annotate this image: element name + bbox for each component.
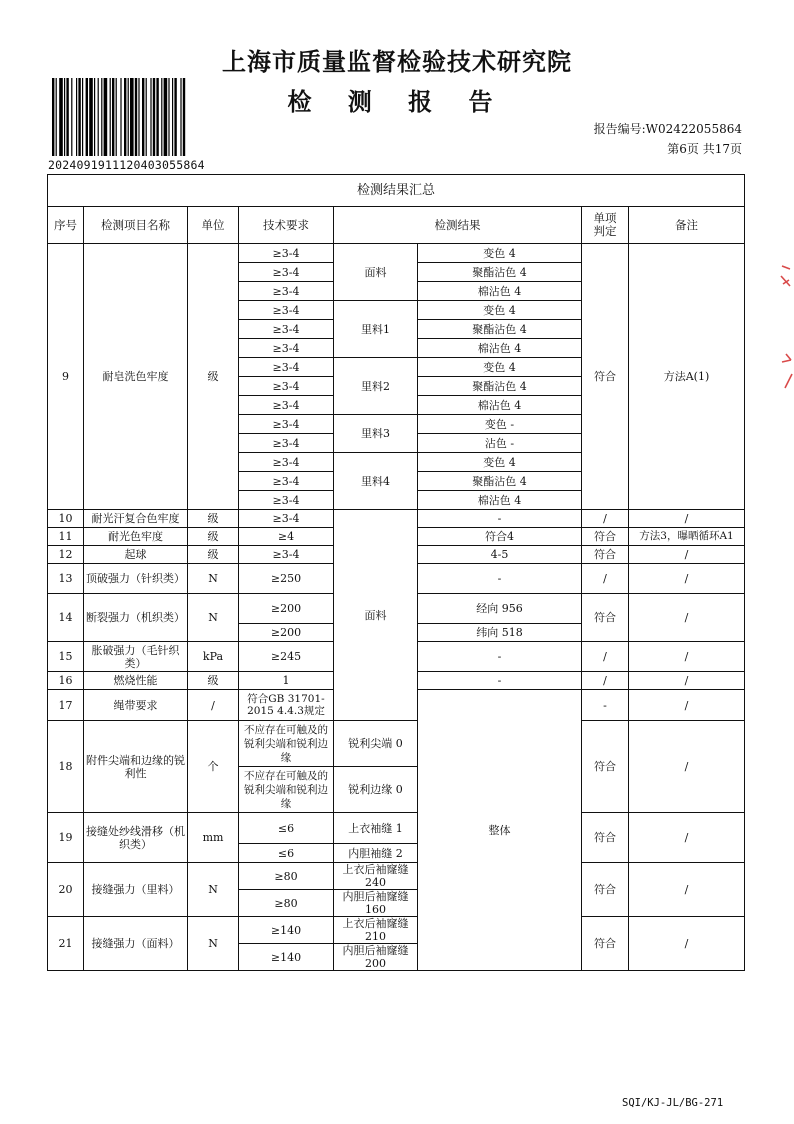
row-unit: N — [188, 564, 239, 594]
row-remark: / — [629, 672, 745, 690]
row-judgement: 符合 — [582, 917, 629, 971]
header-unit: 单位 — [188, 207, 239, 244]
row-no: 19 — [48, 813, 84, 863]
institute-name: 上海市质量监督检验技术研究院 — [222, 48, 572, 76]
row-result: 沾色 - — [418, 434, 582, 453]
row-item: 断裂强力（机织类） — [84, 594, 188, 642]
row-result: 上衣后袖窿缝 240 — [334, 863, 418, 890]
row-result: 聚酯沾色 4 — [418, 263, 582, 282]
barcode-number: 2024091911120403055864 — [48, 158, 205, 172]
row-req: ≥80 — [239, 863, 334, 890]
row-result: 变色 - — [418, 415, 582, 434]
row-item: 接缝强力（里料） — [84, 863, 188, 917]
row-no: 11 — [48, 528, 84, 546]
row-item: 接缝强力（面料） — [84, 917, 188, 971]
page-indicator: 第6页 共17页 — [667, 142, 742, 156]
row-remark: / — [629, 813, 745, 863]
header-remark: 备注 — [629, 207, 745, 244]
row-unit: 级 — [188, 510, 239, 528]
header-result: 检测结果 — [334, 207, 582, 244]
table-row — [48, 721, 745, 767]
row-req: ≤6 — [239, 844, 334, 863]
row-unit: / — [188, 690, 239, 721]
row-req: ≥80 — [239, 890, 334, 917]
row-part: 里料2 — [334, 358, 418, 415]
row-remark: 方法A(1) — [629, 244, 745, 510]
row-remark: / — [629, 546, 745, 564]
row-req: ≥3-4 — [239, 339, 334, 358]
row-part: 面料 — [334, 510, 418, 721]
row-part: 里料3 — [334, 415, 418, 453]
row-judgement: 符合 — [582, 813, 629, 863]
row-req: ≥3-4 — [239, 472, 334, 491]
row-judgement: 符合 — [582, 244, 629, 510]
row-unit: mm — [188, 813, 239, 863]
row-req: ≥3-4 — [239, 301, 334, 320]
row-result: 内胆后袖窿缝 200 — [334, 944, 418, 971]
row-remark: / — [629, 642, 745, 672]
row-no: 18 — [48, 721, 84, 813]
table-row — [48, 813, 745, 844]
row-item: 起球 — [84, 546, 188, 564]
row-part: 里料1 — [334, 301, 418, 358]
table-row — [48, 510, 745, 528]
row-unit: N — [188, 863, 239, 917]
row-remark: / — [629, 917, 745, 971]
report-title: 检 测 报 告 — [287, 88, 507, 116]
row-req: ≥3-4 — [239, 263, 334, 282]
row-req: ≥200 — [239, 594, 334, 624]
row-result: 变色 4 — [418, 301, 582, 320]
row-result: 经向 956 — [418, 594, 582, 624]
row-no: 21 — [48, 917, 84, 971]
row-remark: / — [629, 564, 745, 594]
row-req: ≥3-4 — [239, 510, 334, 528]
row-result: 聚酯沾色 4 — [418, 377, 582, 396]
header-judgement: 单项 判定 — [582, 207, 629, 244]
row-result: 变色 4 — [418, 358, 582, 377]
row-unit: N — [188, 594, 239, 642]
row-req: 不应存在可触及的锐利尖端和锐利边缘 — [239, 721, 334, 767]
row-req: ≥3-4 — [239, 358, 334, 377]
header-row — [48, 207, 745, 244]
row-no: 20 — [48, 863, 84, 917]
row-result: 聚酯沾色 4 — [418, 472, 582, 491]
table-caption: 检测结果汇总 — [48, 175, 745, 207]
row-no: 13 — [48, 564, 84, 594]
row-item: 燃烧性能 — [84, 672, 188, 690]
row-unit: kPa — [188, 642, 239, 672]
row-item: 顶破强力（针织类） — [84, 564, 188, 594]
row-judgement: 符合 — [582, 863, 629, 917]
header-item: 检测项目名称 — [84, 207, 188, 244]
row-req: ≥3-4 — [239, 320, 334, 339]
row-req: ≥140 — [239, 917, 334, 944]
row-result: 变色 4 — [418, 244, 582, 263]
row-item: 接缝处纱线滑移（机织类） — [84, 813, 188, 863]
row-result: 锐利尖端 0 — [334, 721, 418, 767]
barcode — [52, 78, 224, 156]
row-req: ≥3-4 — [239, 453, 334, 472]
row-judgement: 符合 — [582, 546, 629, 564]
row-req: ≥3-4 — [239, 491, 334, 510]
report-number: 报告编号:W02422055864 — [593, 122, 742, 136]
row-req: ≥3-4 — [239, 282, 334, 301]
row-no: 16 — [48, 672, 84, 690]
row-req: ≥140 — [239, 944, 334, 971]
row-result: - — [418, 642, 582, 672]
row-req: ≤6 — [239, 813, 334, 844]
row-result: - — [418, 564, 582, 594]
row-req: ≥245 — [239, 642, 334, 672]
row-req: ≥3-4 — [239, 434, 334, 453]
row-result: 纬向 518 — [418, 624, 582, 642]
row-req: ≥3-4 — [239, 244, 334, 263]
row-req: ≥200 — [239, 624, 334, 642]
row-judgement: / — [582, 510, 629, 528]
row-item: 耐光汗复合色牢度 — [84, 510, 188, 528]
row-judgement: / — [629, 690, 745, 721]
row-result: 棉沾色 4 — [418, 491, 582, 510]
row-result: 聚酯沾色 4 — [418, 320, 582, 339]
row-result: 符合4 — [418, 528, 582, 546]
row-req: ≥250 — [239, 564, 334, 594]
table-row — [48, 244, 745, 263]
row-req: ≥3-4 — [239, 396, 334, 415]
row-result: 上衣袖缝 1 — [334, 813, 418, 844]
row-item: 耐皂洗色牢度 — [84, 244, 188, 510]
row-judgement: / — [582, 642, 629, 672]
table-row — [48, 863, 745, 890]
row-req: 符合GB 31701-2015 4.4.3规定 — [239, 690, 334, 721]
row-req: 1 — [239, 672, 334, 690]
row-no: 14 — [48, 594, 84, 642]
row-result: - — [418, 672, 582, 690]
row-result: - — [582, 690, 629, 721]
row-unit: 个 — [188, 721, 239, 813]
row-result: 上衣后袖窿缝 210 — [334, 917, 418, 944]
row-unit: N — [188, 917, 239, 971]
row-unit: 级 — [188, 528, 239, 546]
row-unit: 级 — [188, 244, 239, 510]
row-result: 4-5 — [418, 546, 582, 564]
row-judgement: 符合 — [582, 528, 629, 546]
seal-stamp-edge — [776, 262, 794, 392]
row-no: 12 — [48, 546, 84, 564]
row-req: ≥3-4 — [239, 377, 334, 396]
row-judgement: / — [582, 564, 629, 594]
row-item: 绳带要求 — [84, 690, 188, 721]
row-no: 17 — [48, 690, 84, 721]
row-result: - — [418, 510, 582, 528]
row-no: 15 — [48, 642, 84, 672]
row-item: 胀破强力（毛针织类） — [84, 642, 188, 672]
row-part: 里料4 — [334, 453, 418, 510]
row-result: 棉沾色 4 — [418, 282, 582, 301]
row-remark: 方法3，曝晒循环A1 — [629, 528, 745, 546]
row-result: 锐利边缘 0 — [334, 767, 418, 813]
row-remark: / — [629, 594, 745, 642]
header-no: 序号 — [48, 207, 84, 244]
row-judgement: 符合 — [582, 594, 629, 642]
row-result: 棉沾色 4 — [418, 396, 582, 415]
row-result: 内胆后袖窿缝 160 — [334, 890, 418, 917]
row-req: ≥3-4 — [239, 415, 334, 434]
row-remark: / — [629, 510, 745, 528]
row-result: 变色 4 — [418, 453, 582, 472]
row-req: ≥4 — [239, 528, 334, 546]
row-req: ≥3-4 — [239, 546, 334, 564]
row-result: 棉沾色 4 — [418, 339, 582, 358]
row-remark: / — [629, 721, 745, 813]
row-item: 耐光色牢度 — [84, 528, 188, 546]
row-part: 整体 — [418, 690, 582, 971]
row-part: 面料 — [334, 244, 418, 301]
row-no: 10 — [48, 510, 84, 528]
results-table — [47, 174, 745, 971]
row-unit: 级 — [188, 546, 239, 564]
row-judgement: / — [582, 672, 629, 690]
row-result: 内胆袖缝 2 — [334, 844, 418, 863]
row-remark: / — [629, 863, 745, 917]
table-row — [48, 917, 745, 944]
row-unit: 级 — [188, 672, 239, 690]
form-code: SQI/KJ-JL/BG-271 — [622, 1097, 724, 1109]
row-item: 附件尖端和边缘的锐利性 — [84, 721, 188, 813]
row-req: 不应存在可触及的锐利尖端和锐利边缘 — [239, 767, 334, 813]
header-requirement: 技术要求 — [239, 207, 334, 244]
row-no: 9 — [48, 244, 84, 510]
row-judgement: 符合 — [582, 721, 629, 813]
